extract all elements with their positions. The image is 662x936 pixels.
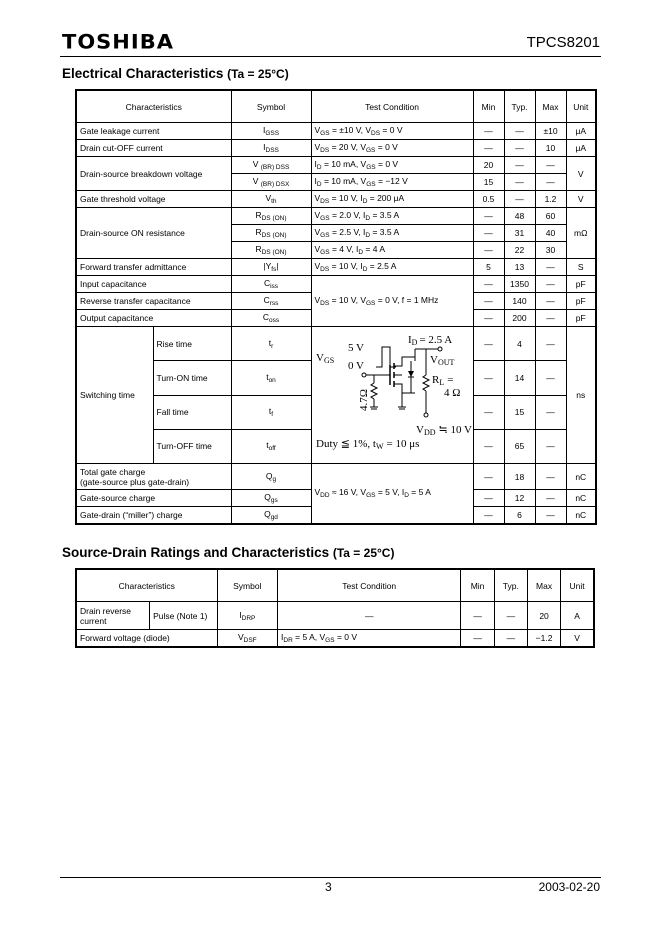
max-cell: — <box>535 429 566 463</box>
typ-cell: — <box>504 191 535 208</box>
document-date: 2003-02-20 <box>538 880 600 894</box>
char-cell: Gate leakage current <box>76 123 231 140</box>
table-row <box>76 157 596 174</box>
min-cell: — <box>473 310 504 327</box>
sub-char-cell: Turn-OFF time <box>153 429 231 463</box>
table-row <box>76 630 594 647</box>
source-wire <box>394 384 415 393</box>
min-cell: 20 <box>473 157 504 174</box>
max-cell: — <box>535 174 566 191</box>
unit-cell: S <box>566 259 596 276</box>
header-typ: Typ. <box>494 569 527 602</box>
char-cell <box>76 464 231 490</box>
table-row <box>76 276 596 293</box>
typ-cell: — <box>504 123 535 140</box>
typ-cell: 6 <box>504 507 535 524</box>
table-row <box>76 602 594 630</box>
typ-cell: 140 <box>504 293 535 310</box>
symbol-cell: V $_{(BR) DSX}$ <box>231 174 311 191</box>
condition-cell: $V_{GS} = 2.0$ V, $I_D = 3.5$ A <box>311 208 473 225</box>
typ-cell: — <box>494 602 527 630</box>
char-cell: Input capacitance <box>76 276 231 293</box>
typ-cell: 1350 <box>504 276 535 293</box>
min-cell: — <box>473 208 504 225</box>
max-cell: — <box>535 276 566 293</box>
typ-cell: 15 <box>504 395 535 429</box>
header-unit: Unit <box>561 569 594 602</box>
typ-cell: 200 <box>504 310 535 327</box>
min-cell: — <box>461 602 494 630</box>
symbol-cell: $Q_{gd}$ <box>231 507 311 524</box>
typ-cell: 4 <box>504 327 535 361</box>
condition-cell: $V_{GS} = \pm 10$ V, $V_{DS} = 0$ V <box>311 123 473 140</box>
char-cell: Forward transfer admittance <box>76 259 231 276</box>
section-title-text: Electrical Characteristics <box>62 66 224 81</box>
condition-cell: $V_{DS} = 10$ V, $V_{GS} = 0$ V, f = 1 MHz <box>311 276 473 327</box>
header-test-condition: Test Condition <box>278 569 461 602</box>
min-cell: — <box>473 123 504 140</box>
part-number: TPCS8201 <box>526 34 600 51</box>
test-circuit-diagram <box>312 327 474 463</box>
header-max: Max <box>535 90 566 123</box>
section-condition: (Ta = 25°C) <box>332 546 395 560</box>
typ-cell: 18 <box>504 464 535 490</box>
section-title-text: Source-Drain Ratings and Characteristics <box>62 545 330 560</box>
min-cell: — <box>473 293 504 310</box>
char-line-2: (gate-source plus gate-drain) <box>80 476 190 487</box>
symbol-cell: $t_{on}$ <box>231 361 311 395</box>
load-resistor <box>423 375 429 391</box>
typ-cell: 12 <box>504 490 535 507</box>
min-cell: — <box>473 395 504 429</box>
symbol-cell: $R_{DS (ON)}$ <box>231 208 311 225</box>
min-cell: 0.5 <box>473 191 504 208</box>
min-cell: — <box>473 242 504 259</box>
char-cell: Gate-drain (“miller”) charge <box>76 507 231 524</box>
condition-cell: $V_{GS} = 2.5$ V, $I_D = 3.5$ A <box>311 225 473 242</box>
footer-divider <box>60 877 601 878</box>
terminal-vdd <box>424 413 428 417</box>
gate-resistor <box>371 383 377 399</box>
min-cell: — <box>473 490 504 507</box>
condition-cell: $I_{DR} = 5$ A, $V_{GS} = 0$ V <box>278 630 461 647</box>
section-title-source-drain <box>62 545 394 560</box>
header-symbol: Symbol <box>217 569 277 602</box>
header-symbol: Symbol <box>231 90 311 123</box>
header-typ: Typ. <box>504 90 535 123</box>
min-cell: 15 <box>473 174 504 191</box>
char-cell: Drain-source breakdown voltage <box>76 157 231 191</box>
condition-cell: $I_D = 10$ mA, $V_{GS} = 0$ V <box>311 157 473 174</box>
char-cell: Output capacitance <box>76 310 231 327</box>
electrical-characteristics-table <box>75 89 597 525</box>
typ-cell: 13 <box>504 259 535 276</box>
max-cell: 20 <box>527 602 560 630</box>
typ-cell: 14 <box>504 361 535 395</box>
condition-cell: — <box>278 602 461 630</box>
symbol-cell: $V_{DSF}$ <box>217 630 277 647</box>
symbol-cell: $t_{off}$ <box>231 429 311 463</box>
condition-cell: $V_{DS} = 10$ V, $I_D = 200$ μA <box>311 191 473 208</box>
symbol-cell: $C_{iss}$ <box>231 276 311 293</box>
v0-label: 0 V <box>347 360 364 372</box>
vgs-label: VGS <box>315 352 334 365</box>
min-cell: — <box>473 507 504 524</box>
unit-cell: pF <box>566 293 596 310</box>
unit-cell: μA <box>566 140 596 157</box>
char-cell: Forward voltage (diode) <box>76 630 217 647</box>
pulse-waveform <box>376 347 396 367</box>
max-cell: — <box>535 157 566 174</box>
max-cell: — <box>535 293 566 310</box>
char-cell: Switching time <box>76 327 153 464</box>
header-min: Min <box>473 90 504 123</box>
v5-label: 5 V <box>347 342 364 354</box>
min-cell: — <box>473 361 504 395</box>
max-cell: −1.2 <box>527 630 560 647</box>
max-cell: — <box>535 361 566 395</box>
table-row <box>76 123 596 140</box>
symbol-cell: $I_{DSS}$ <box>231 140 311 157</box>
gate-resistor-label: 4.7Ω <box>357 389 370 411</box>
typ-cell: 22 <box>504 242 535 259</box>
min-cell: — <box>473 276 504 293</box>
table-row <box>76 191 596 208</box>
symbol-cell: $I_{DRP}$ <box>217 602 277 630</box>
table-row <box>76 327 596 361</box>
max-cell: 10 <box>535 140 566 157</box>
max-cell: 40 <box>535 225 566 242</box>
char-line-1: Drain reverse <box>80 605 132 616</box>
max-cell: — <box>535 507 566 524</box>
source-drain-table <box>75 568 595 648</box>
page-number: 3 <box>325 880 332 894</box>
max-cell: 60 <box>535 208 566 225</box>
typ-cell: — <box>504 157 535 174</box>
symbol-cell: $t_r$ <box>231 327 311 361</box>
min-cell: — <box>461 630 494 647</box>
char-cell <box>76 602 150 630</box>
header-unit: Unit <box>566 90 596 123</box>
max-cell: — <box>535 395 566 429</box>
terminal-id <box>438 347 442 351</box>
max-cell: 1.2 <box>535 191 566 208</box>
typ-cell: 31 <box>504 225 535 242</box>
condition-cell: $V_{GS} = 4$ V, $I_D = 4$ A <box>311 242 473 259</box>
symbol-cell: $V_{th}$ <box>231 191 311 208</box>
min-cell: — <box>473 140 504 157</box>
unit-cell: V <box>566 157 596 191</box>
sub-char-cell: Fall time <box>153 395 231 429</box>
symbol-cell: $|Y_{fs}|$ <box>231 259 311 276</box>
rl-label: RL = <box>431 374 453 387</box>
table-row <box>76 259 596 276</box>
symbol-cell: $C_{oss}$ <box>231 310 311 327</box>
char-line-1: Total gate charge <box>80 466 146 477</box>
table-header-row <box>76 90 596 123</box>
switching-test-circuit <box>311 327 473 464</box>
unit-cell: V <box>561 630 594 647</box>
header-divider <box>60 56 601 57</box>
typ-cell: 48 <box>504 208 535 225</box>
unit-cell: μA <box>566 123 596 140</box>
header-characteristics: Characteristics <box>76 90 231 123</box>
vdd-label: VDD ≒ 10 V <box>415 424 472 437</box>
char-cell: Drain cut-OFF current <box>76 140 231 157</box>
vout-label: VOUT <box>429 354 454 367</box>
header-test-condition: Test Condition <box>311 90 473 123</box>
typ-cell: 65 <box>504 429 535 463</box>
char-cell: Drain-source ON resistance <box>76 208 231 259</box>
char-cell: Gate-source charge <box>76 490 231 507</box>
max-cell: ±10 <box>535 123 566 140</box>
condition-cell: $V_{DD} \approx 16$ V, $V_{GS} = 5$ V, $I_D = 5$ A <box>311 464 473 524</box>
typ-cell: — <box>504 174 535 191</box>
symbol-cell: $R_{DS (ON)}$ <box>231 242 311 259</box>
unit-cell: A <box>561 602 594 630</box>
symbol-cell: $t_f$ <box>231 395 311 429</box>
max-cell: — <box>535 490 566 507</box>
condition-cell: $V_{DS} = 20$ V, $V_{GS} = 0$ V <box>311 140 473 157</box>
unit-cell: mΩ <box>566 208 596 259</box>
char-line-2: current <box>80 615 107 626</box>
min-cell: — <box>473 327 504 361</box>
terminal-gate <box>362 373 366 377</box>
symbol-cell: $Q_{gs}$ <box>231 490 311 507</box>
unit-cell: nC <box>566 464 596 490</box>
max-cell: — <box>535 327 566 361</box>
max-cell: 30 <box>535 242 566 259</box>
sub-char-cell: Turn-ON time <box>153 361 231 395</box>
section-title-electrical <box>62 66 289 81</box>
rl-value: 4 Ω <box>443 387 460 399</box>
table-header-row <box>76 569 594 602</box>
max-cell: — <box>535 310 566 327</box>
symbol-cell: V $_{(BR) DSS}$ <box>231 157 311 174</box>
table-row <box>76 208 596 225</box>
unit-cell: V <box>566 191 596 208</box>
condition-cell: $I_D = 10$ mA, $V_{GS} = -12$ V <box>311 174 473 191</box>
condition-cell: $V_{DS} = 10$ V, $I_D = 2.5$ A <box>311 259 473 276</box>
symbol-cell: $Q_g$ <box>231 464 311 490</box>
symbol-cell: $R_{DS (ON)}$ <box>231 225 311 242</box>
unit-cell: ns <box>566 327 596 464</box>
id-label: ID = 2.5 A <box>407 334 452 347</box>
header-min: Min <box>461 569 494 602</box>
max-cell: — <box>535 464 566 490</box>
char-cell: Gate threshold voltage <box>76 191 231 208</box>
unit-cell: pF <box>566 276 596 293</box>
toshiba-logo: TOSHIBA <box>62 30 174 54</box>
table-row <box>76 464 596 490</box>
header-characteristics: Characteristics <box>76 569 217 602</box>
typ-cell: — <box>504 140 535 157</box>
min-cell: 5 <box>473 259 504 276</box>
section-condition: (Ta = 25°C) <box>227 67 289 81</box>
table-row <box>76 140 596 157</box>
header-max: Max <box>527 569 560 602</box>
max-cell: — <box>535 259 566 276</box>
unit-cell: nC <box>566 507 596 524</box>
unit-cell: nC <box>566 490 596 507</box>
min-cell: — <box>473 464 504 490</box>
min-cell: — <box>473 225 504 242</box>
min-cell: — <box>473 429 504 463</box>
typ-cell: — <box>494 630 527 647</box>
char-cell: Reverse transfer capacitance <box>76 293 231 310</box>
symbol-cell: $I_{GSS}$ <box>231 123 311 140</box>
duty-label: Duty ≦ 1%, tW = 10 μs <box>315 438 419 451</box>
unit-cell: pF <box>566 310 596 327</box>
sub-char-cell: Rise time <box>153 327 231 361</box>
symbol-cell: $C_{rss}$ <box>231 293 311 310</box>
pulse-cell: Pulse (Note 1) <box>150 602 218 630</box>
drain-wire <box>394 357 415 366</box>
